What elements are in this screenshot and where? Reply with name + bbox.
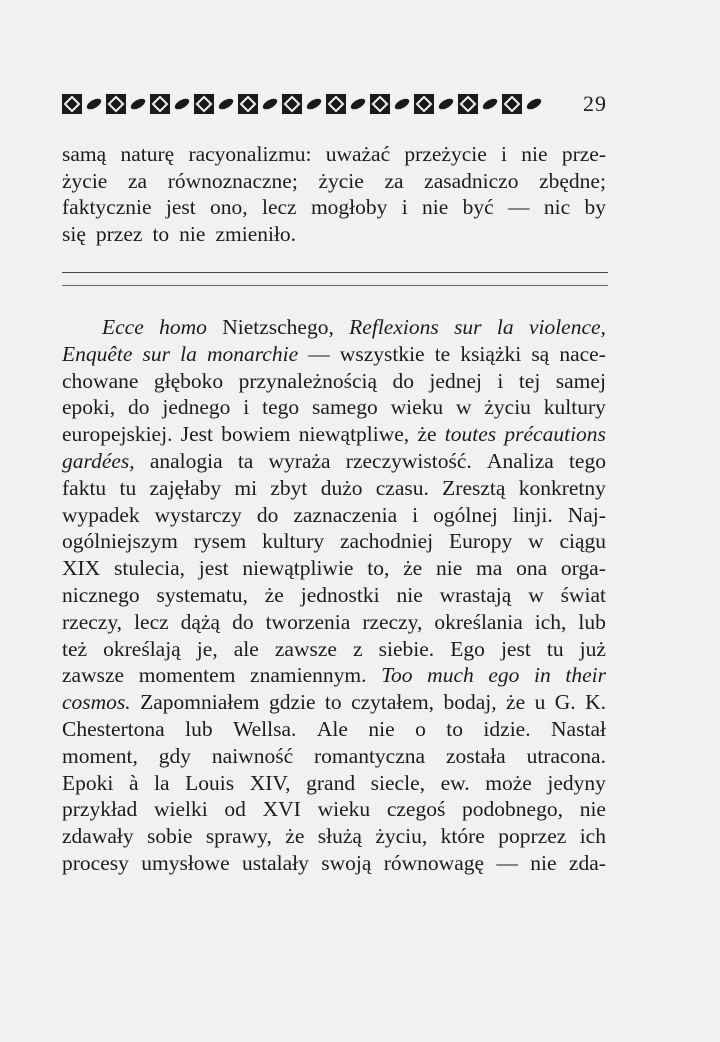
word: wieku [390, 395, 444, 420]
word: Chestertona [62, 716, 165, 741]
word: sprawy, [205, 824, 272, 849]
word: ciągu [559, 529, 606, 554]
word: ma [476, 556, 503, 581]
word: lecz [262, 195, 297, 220]
word: służą [317, 824, 362, 849]
word: tworzenia [265, 609, 351, 634]
word: sur [142, 341, 171, 366]
word: zbędne; [539, 168, 606, 193]
word: dużo [320, 475, 363, 500]
word: nie [422, 195, 449, 220]
word: wszystkie [339, 341, 425, 366]
ornament-icon [62, 94, 82, 114]
word: Ego [450, 636, 485, 661]
word: momentem [138, 663, 236, 688]
word: zajęłaby [149, 475, 222, 500]
word: précautions [504, 422, 606, 447]
word: gardées, [62, 448, 135, 473]
ornament-icon [282, 94, 302, 114]
word: bowiem [221, 422, 291, 447]
text-line [62, 475, 606, 502]
word: je, [196, 636, 218, 661]
paragraph-2 [62, 314, 606, 877]
word: bodaj, [443, 690, 497, 715]
word: prze- [561, 142, 606, 166]
word: mogłoby [310, 195, 388, 220]
word: wyraża [268, 448, 331, 473]
word: niewątpliwie [242, 556, 354, 581]
word: Jest [180, 422, 213, 447]
ornament-icon [326, 94, 346, 114]
word: by [584, 195, 606, 220]
word: wieku [317, 797, 371, 822]
word: czasu. [375, 475, 429, 500]
word: ich [579, 824, 606, 849]
word: przez [95, 222, 143, 247]
word: ew. [440, 770, 470, 795]
text-line [62, 689, 606, 716]
word: też [62, 636, 88, 661]
word: jest [500, 636, 531, 661]
word: świat [560, 582, 606, 607]
word: nace- [559, 341, 606, 366]
word: Zresztą [442, 475, 506, 500]
word: głęboko [153, 368, 224, 393]
word: Louis [185, 770, 235, 795]
word: rysem [193, 529, 247, 554]
word: przynależnością [238, 368, 378, 393]
text-line [62, 341, 606, 368]
word: rzeczywistość. [345, 448, 472, 473]
word: rzeczy, [62, 609, 123, 634]
word: została [445, 743, 506, 768]
ornament-icon [436, 94, 456, 114]
word: orga- [560, 556, 606, 581]
word: much [427, 663, 474, 688]
word: i [501, 142, 508, 166]
word: G. [554, 690, 576, 715]
word: monarchie [206, 341, 299, 366]
word: i [243, 395, 250, 420]
word: ego [488, 663, 520, 688]
word: Europy [448, 529, 513, 554]
word: nic [543, 195, 571, 220]
word: wypadek [62, 502, 140, 527]
word: z [353, 636, 363, 661]
word: tego [568, 448, 606, 473]
word: życiu [484, 395, 531, 420]
text-line [62, 141, 606, 168]
word: umysłowe [141, 850, 230, 875]
text-line [62, 743, 606, 770]
word: ogólnej [433, 502, 498, 527]
word: jest [198, 556, 229, 581]
word: jest [165, 195, 196, 220]
word: gdzie [268, 690, 316, 715]
text-line [62, 314, 606, 341]
word: ustalały [241, 850, 309, 875]
word: się [62, 222, 86, 247]
word: grand [306, 770, 356, 795]
word: gdy [158, 743, 191, 768]
word: Reflexions [349, 315, 439, 339]
word: tu [119, 475, 137, 500]
text-line [62, 528, 606, 555]
word: Nastał [551, 716, 606, 741]
word: idzie. [483, 716, 531, 741]
word: naiwność [211, 743, 294, 768]
word: zawsze [62, 663, 125, 688]
word: u [534, 690, 546, 715]
word: jednego [162, 395, 231, 420]
word: które [440, 824, 485, 849]
word: lecz [134, 609, 169, 634]
word: do [256, 502, 279, 527]
ornament-icon [150, 94, 170, 114]
word: życie [62, 168, 108, 193]
word: są [531, 341, 550, 366]
text-line [62, 221, 606, 248]
word: toutes [444, 422, 497, 447]
word: — [496, 850, 518, 875]
word: nie [435, 556, 463, 581]
word: kultury [262, 529, 325, 554]
word: systematu, [156, 582, 248, 607]
word: konkretny [518, 475, 606, 500]
word: to [152, 222, 170, 247]
word: jednej [429, 368, 482, 393]
word: zda- [568, 850, 606, 875]
word: siecle, [370, 770, 425, 795]
word: już [579, 636, 606, 661]
word: zawsze [274, 636, 337, 661]
word: nie [579, 797, 606, 822]
text-line [62, 555, 606, 582]
word: faktu [62, 475, 107, 500]
word: to [446, 716, 463, 741]
word: tej [518, 368, 541, 393]
word: swoją [321, 850, 372, 875]
ornament-icon [216, 94, 236, 114]
ornament-icon [260, 94, 280, 114]
word: do [392, 368, 414, 393]
ornament-icon [370, 94, 390, 114]
word: zachodniej [340, 529, 434, 554]
word: w [455, 395, 472, 420]
word: Nietzschego, [222, 315, 334, 339]
paragraph-1 [62, 141, 606, 248]
word: to, [367, 556, 390, 581]
word: może [485, 770, 532, 795]
word: nie [396, 582, 423, 607]
word: równoznaczne; [167, 168, 298, 193]
text-line [62, 636, 606, 663]
text-line [62, 716, 606, 743]
word: K. [585, 690, 606, 715]
text-line [62, 448, 606, 475]
ornament-icon [502, 94, 522, 114]
text-line [62, 770, 606, 797]
word: mi [234, 475, 258, 500]
word: określania [434, 609, 523, 634]
word: zaznaczenia [293, 502, 398, 527]
word: violence, [528, 315, 606, 339]
page-number: 29 [583, 91, 607, 116]
word: XIX [62, 556, 101, 581]
word: ogólniejszym [62, 529, 178, 554]
word: że [264, 582, 284, 607]
word: kultury [543, 395, 606, 420]
text-line [62, 823, 606, 850]
word: że [506, 690, 526, 715]
word: zasadniczo [424, 168, 519, 193]
ornament-icon [128, 94, 148, 114]
word: samą [62, 142, 107, 166]
word: à [128, 770, 139, 795]
word: wielki [153, 797, 208, 822]
word: zmieniło. [215, 222, 297, 247]
word: o [415, 716, 426, 741]
word: przykład [62, 797, 138, 822]
word: życie [318, 168, 364, 193]
word: to [324, 690, 342, 715]
text-line [62, 421, 606, 448]
word: lub [185, 716, 213, 741]
word: Wellsa. [233, 716, 297, 741]
ornament-icon [106, 94, 126, 114]
word: czytałem, [351, 690, 435, 715]
text-line [62, 662, 606, 689]
ornament-icon [172, 94, 192, 114]
word: niewątpliwe, [298, 422, 410, 447]
word: tu [546, 636, 564, 661]
word: XVI [262, 797, 301, 822]
text-line [62, 796, 606, 823]
word: chowane [62, 368, 139, 393]
word: życiu, [375, 824, 428, 849]
word: samego [312, 395, 378, 420]
ornament-icon [84, 94, 104, 114]
ornament-icon [238, 94, 258, 114]
word: lub [578, 609, 606, 634]
word: nicznego [62, 582, 140, 607]
word: nie [530, 850, 557, 875]
word: uważać [325, 142, 391, 166]
word: że [403, 556, 423, 581]
word: że [417, 422, 437, 447]
text-line [62, 609, 606, 636]
text-line [62, 394, 606, 421]
word: analogia [149, 448, 223, 473]
word: nie [179, 222, 206, 247]
ornament-icon [458, 94, 478, 114]
ornament-icon [480, 94, 500, 114]
word: tego [262, 395, 300, 420]
word: w [528, 529, 544, 554]
ornament-icon [194, 94, 214, 114]
word: przeżycie [404, 142, 487, 166]
word: faktycznie [62, 195, 152, 220]
ornamental-header-band [62, 93, 582, 115]
word: their [565, 663, 606, 688]
text-line [62, 194, 606, 221]
word: dążą [180, 609, 221, 634]
word: Ecce [102, 315, 144, 339]
word: jednostki [300, 582, 380, 607]
word: te [434, 341, 451, 366]
word: poprzez [498, 824, 567, 849]
word: wrastają [439, 582, 512, 607]
word: XIV, [249, 770, 291, 795]
word: Epoki [62, 770, 114, 795]
word: romantyczna [314, 743, 426, 768]
word: Too [381, 663, 413, 688]
word: Enquête [62, 341, 133, 366]
ornament-icon [414, 94, 434, 114]
word: epoki, [62, 395, 116, 420]
word: czegoś [386, 797, 446, 822]
word: europejskiej. [62, 422, 173, 447]
word: Zapomniałem [140, 690, 260, 715]
word: Ale [316, 716, 348, 741]
word: naturę [120, 142, 175, 166]
word: w [528, 582, 544, 607]
word: być [462, 195, 494, 220]
word: nie [521, 142, 548, 166]
word: sur [454, 315, 482, 339]
word: rzeczy, [362, 609, 423, 634]
word: za [384, 168, 404, 193]
word: książki [460, 341, 522, 366]
word: homo [159, 315, 207, 339]
word: — [308, 341, 330, 366]
word: samej [555, 368, 606, 393]
word: Analiza [486, 448, 554, 473]
word: — [508, 195, 530, 220]
word: procesy [62, 850, 129, 875]
ornament-icon [392, 94, 412, 114]
word: utracona. [526, 743, 606, 768]
word: moment, [62, 743, 138, 768]
word: ale [233, 636, 259, 661]
text-line [62, 502, 606, 529]
word: la [180, 341, 197, 366]
text-line [62, 168, 606, 195]
word: cosmos. [62, 690, 131, 715]
word: zdawały [62, 824, 134, 849]
word: za [127, 168, 148, 193]
word: sobie [147, 824, 193, 849]
word: zbyt [270, 475, 308, 500]
word: racyonalizmu: [188, 142, 312, 166]
text-line [62, 368, 606, 395]
word: i [497, 368, 504, 393]
word: określają [103, 636, 181, 661]
word: równowagę [383, 850, 485, 875]
word: do [128, 395, 150, 420]
word: wystarczy [154, 502, 242, 527]
text-line [62, 850, 606, 877]
word: linji. [512, 502, 553, 527]
word: że [285, 824, 305, 849]
word: stulecia, [113, 556, 186, 581]
ornament-icon [304, 94, 324, 114]
word: i [401, 195, 408, 220]
word: ono, [210, 195, 248, 220]
word: la [154, 770, 170, 795]
text-line [62, 582, 606, 609]
word: in [534, 663, 551, 688]
word: la [496, 315, 514, 339]
word: i [412, 502, 419, 527]
word: ona [516, 556, 548, 581]
word: siebie. [378, 636, 435, 661]
ornament-icon [524, 94, 544, 114]
word: podobnego, [462, 797, 563, 822]
word: znamiennym. [250, 663, 367, 688]
word: Naj- [567, 502, 606, 527]
word: od [224, 797, 246, 822]
ornament-icon [348, 94, 368, 114]
section-divider [62, 272, 608, 286]
word: jedyny [547, 770, 606, 795]
word: do [232, 609, 254, 634]
word: ich, [534, 609, 567, 634]
word: ta [237, 448, 254, 473]
word: nie [368, 716, 395, 741]
